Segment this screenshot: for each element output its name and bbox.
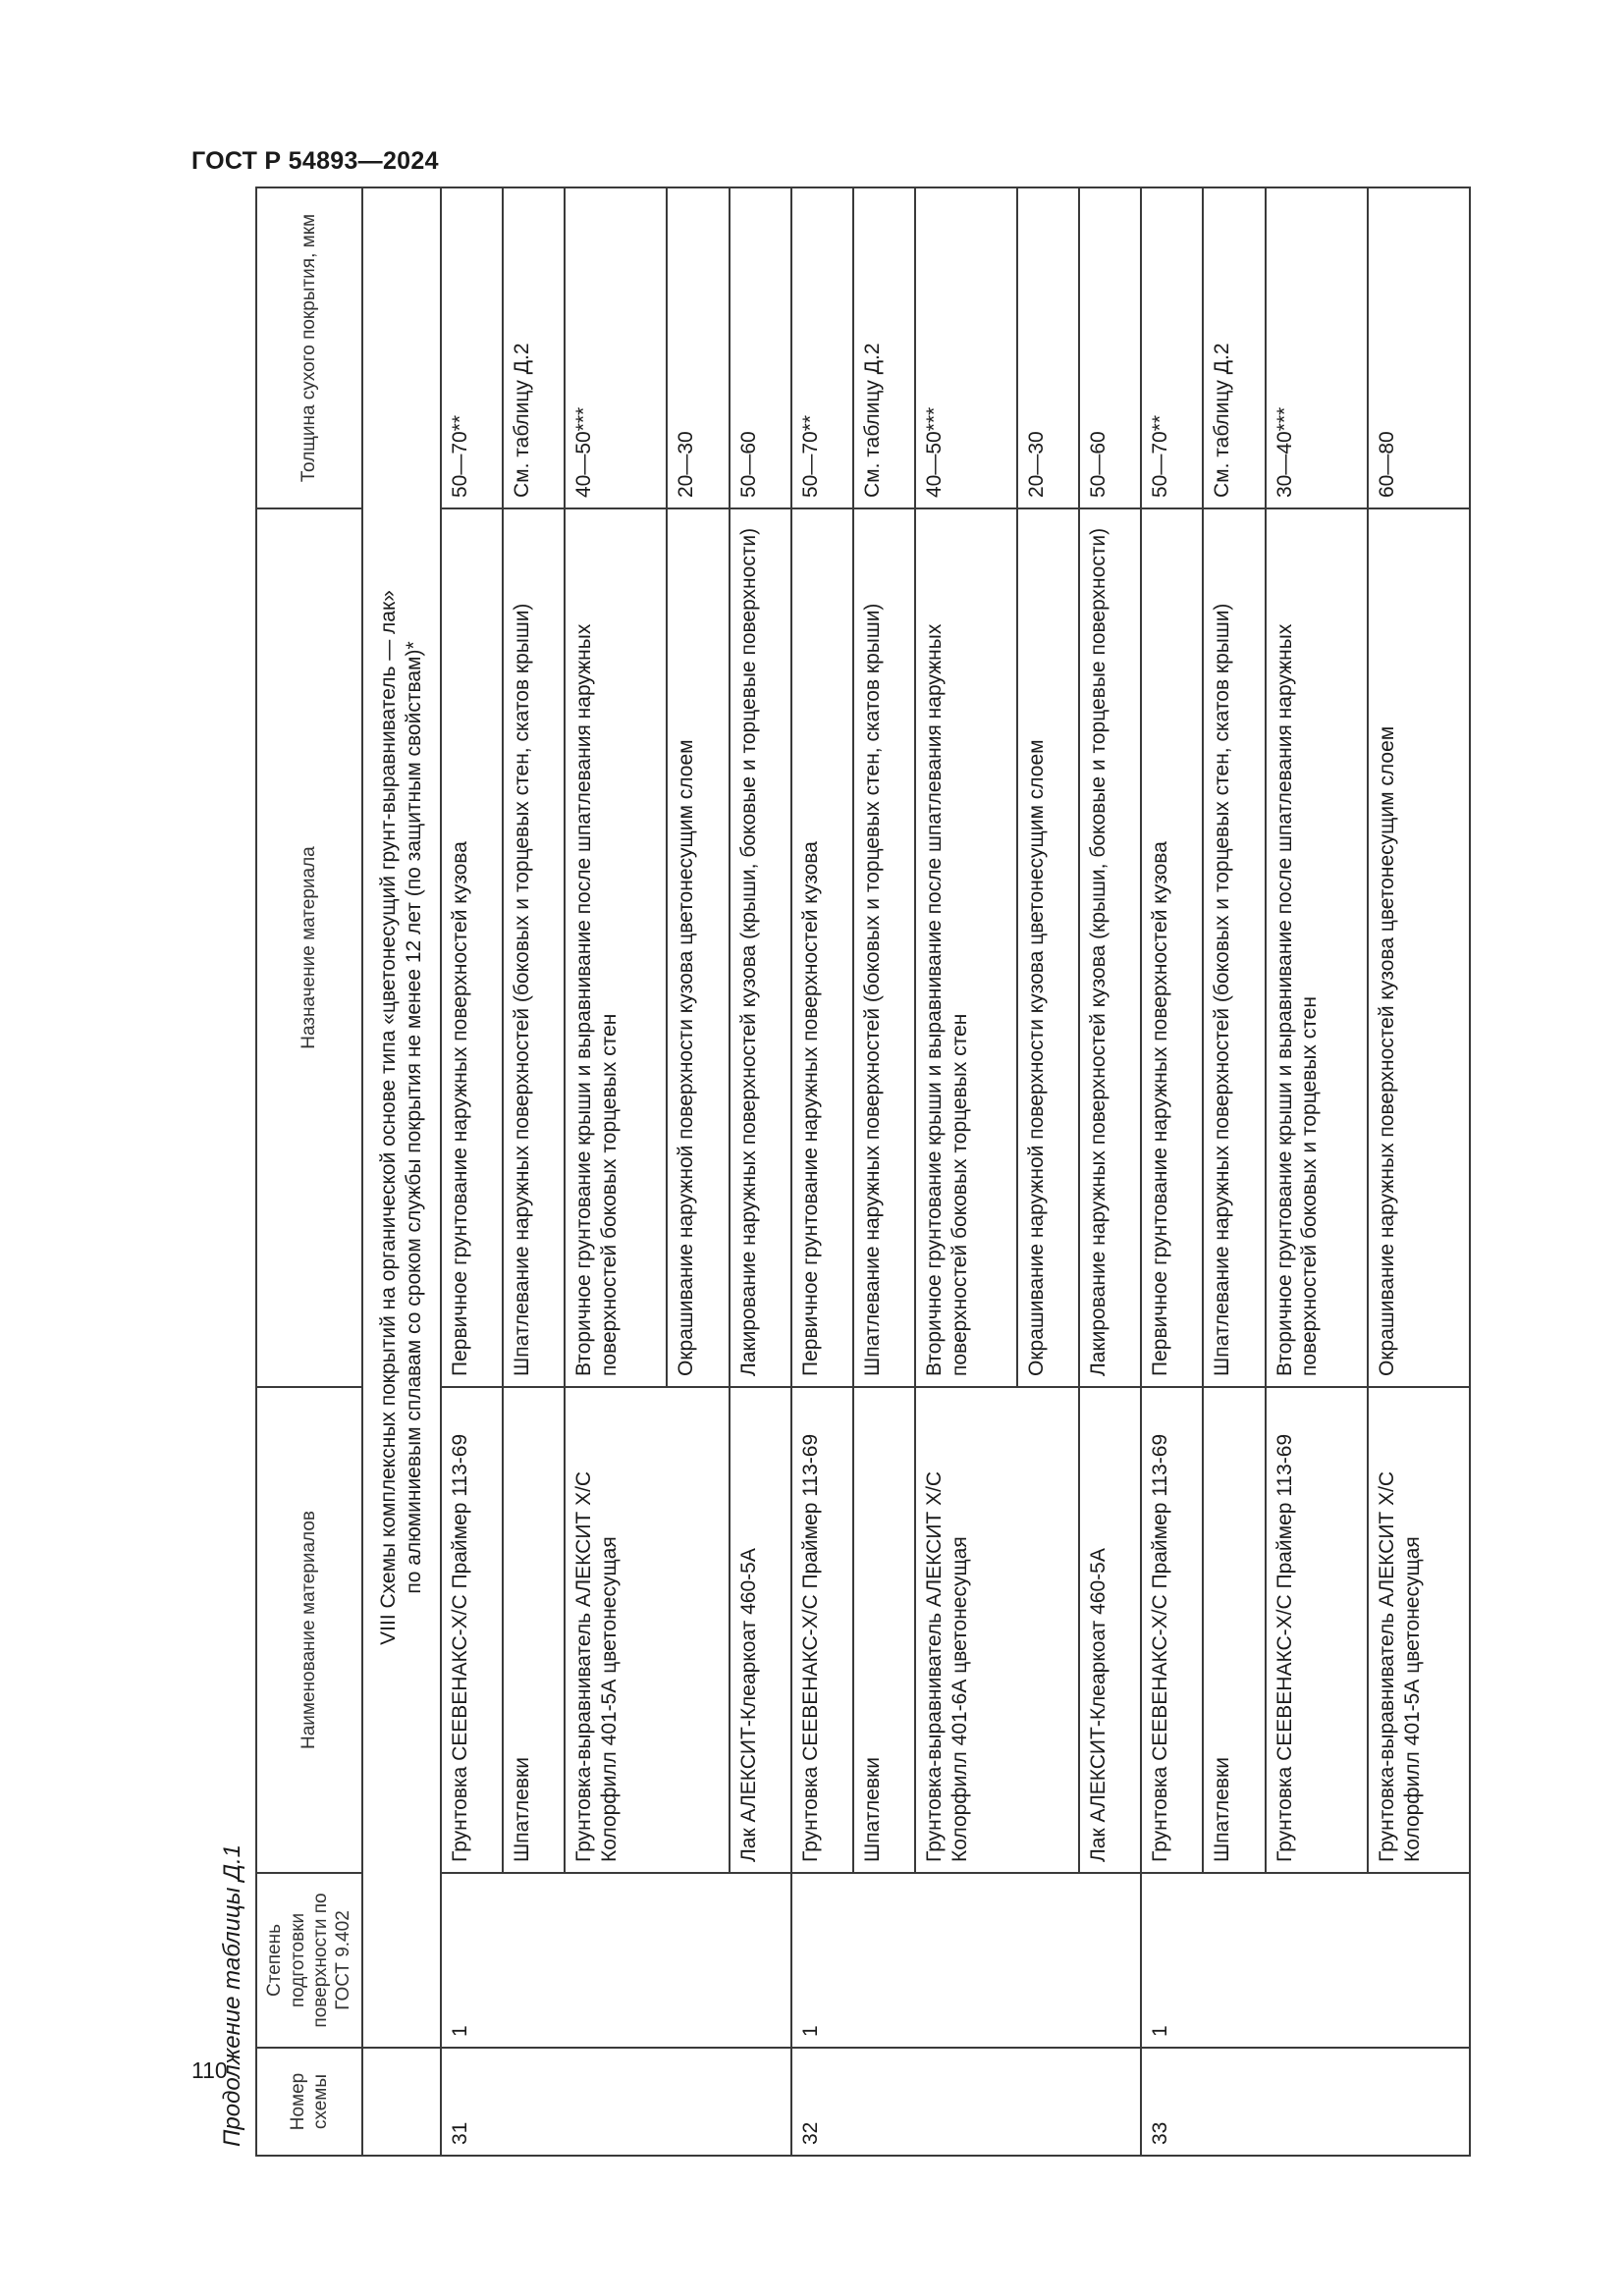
table-row xyxy=(730,187,791,2156)
thickness-cell: 20—30 xyxy=(1017,187,1079,508)
table-row xyxy=(1141,187,1203,2156)
material-purpose-cell: Лакирование наружных поверхностей кузова (крыши, боковые и торцевые поверхности) xyxy=(1079,508,1141,1387)
material-name-cell: Грунтовка СЕЕВЕНАКС-Х/С Праймер 113-69 xyxy=(1266,1387,1368,1873)
scheme-number-cell: 32 xyxy=(791,2048,1142,2156)
thickness-cell: 40—50*** xyxy=(915,187,1017,508)
thickness-cell: 40—50*** xyxy=(565,187,667,508)
table-body xyxy=(362,187,1470,2156)
table-row xyxy=(791,187,853,2156)
material-name-cell: Грунтовка СЕЕВЕНАКС-Х/С Праймер 113-69 xyxy=(791,1387,853,1873)
material-purpose-cell: Шпатлевание наружных поверхностей (боковых и торцевых стен, скатов крыши) xyxy=(503,508,565,1387)
thickness-cell: 50—60 xyxy=(730,187,791,508)
thickness-cell: См. таблицу Д.2 xyxy=(1203,187,1265,508)
scheme-number-cell: 33 xyxy=(1141,2048,1470,2156)
table-row xyxy=(1203,187,1265,2156)
table-row xyxy=(503,187,565,2156)
material-name-cell: Грунтовка-выравниватель АЛЕКСИТ Х/С Колорфилл 401-6А цветонесущая xyxy=(915,1387,1079,1873)
section-title xyxy=(362,187,441,2048)
thickness-cell: 60—80 xyxy=(1368,187,1470,508)
material-name-cell: Шпатлевки xyxy=(853,1387,915,1873)
page-number: 110 xyxy=(191,2057,228,2083)
table-caption: Продолжение таблицы Д.1 xyxy=(219,1843,245,2147)
material-name-cell: Грунтовка-выравниватель АЛЕКСИТ Х/С Колорфилл 401-5А цветонесущая xyxy=(565,1387,729,1873)
material-purpose-cell: Шпатлевание наружных поверхностей (боковых и торцевых стен, скатов крыши) xyxy=(853,508,915,1387)
material-purpose-cell: Вторичное грунтование крыши и выравнивание после шпатлевания наружных поверхностей боковых и торцевых стен xyxy=(1266,508,1368,1387)
thickness-cell: 20—30 xyxy=(667,187,729,508)
material-purpose-cell: Окрашивание наружной поверхности кузова цветонесущим слоем xyxy=(1017,508,1079,1387)
material-purpose-cell: Шпатлевание наружных поверхностей (боковых и торцевых стен, скатов крыши) xyxy=(1203,508,1265,1387)
table-row xyxy=(441,187,503,2156)
material-name-cell: Грунтовка СЕЕВЕНАКС-Х/С Праймер 113-69 xyxy=(1141,1387,1203,1873)
material-name-cell: Лак АЛЕКСИТ-Клеаркоат 460-5А xyxy=(730,1387,791,1873)
thickness-cell: 30—40*** xyxy=(1266,187,1368,508)
material-purpose-cell: Первичное грунтование наружных поверхностей кузова xyxy=(441,508,503,1387)
material-purpose-cell: Вторичное грунтование крыши и выравнивание после шпатлевания наружных поверхностей боковых торцевых стен xyxy=(915,508,1017,1387)
thickness-cell: См. таблицу Д.2 xyxy=(853,187,915,508)
thickness-cell: 50—70** xyxy=(791,187,853,508)
surface-prep-cell: 1 xyxy=(791,1873,1142,2048)
thickness-cell: 50—60 xyxy=(1079,187,1141,508)
material-name-cell: Шпатлевки xyxy=(503,1387,565,1873)
thickness-cell: См. таблицу Д.2 xyxy=(503,187,565,508)
table-row xyxy=(565,187,667,2156)
scheme-number-cell: 31 xyxy=(441,2048,791,2156)
material-purpose-cell: Лакирование наружных поверхностей кузова (крыши, боковые и торцевые поверхности) xyxy=(730,508,791,1387)
col-header-surface-prep: Степень подготовки поверхности по ГОСТ 9.402 xyxy=(256,1873,362,2048)
table-row xyxy=(1266,187,1368,2156)
table-row xyxy=(1368,187,1470,2156)
material-purpose-cell: Первичное грунтование наружных поверхностей кузова xyxy=(791,508,853,1387)
material-purpose-cell: Вторичное грунтование крыши и выравнивание после шпатлевания наружных поверхностей боковых торцевых стен xyxy=(565,508,667,1387)
col-header-material-purpose: Назначение материала xyxy=(256,508,362,1387)
material-purpose-cell: Окрашивание наружных поверхностей кузова цветонесущим слоем xyxy=(1368,508,1470,1387)
table-row xyxy=(1079,187,1141,2156)
section-title-line-2: по алюминиевым сплавам со сроком службы покрытия не менее 12 лет (по защитным свойствам)* xyxy=(403,641,425,1594)
rotated-table-block xyxy=(219,188,1471,2157)
col-header-scheme-number: Номер схемы xyxy=(256,2048,362,2156)
material-name-cell: Грунтовка-выравниватель АЛЕКСИТ Х/С Колорфилл 401-5А цветонесущая xyxy=(1368,1387,1470,1873)
thickness-cell: 50—70** xyxy=(1141,187,1203,508)
table-row xyxy=(915,187,1017,2156)
section-title-line-1: VIII Схемы комплексных покрытий на органической основе типа «цветонесущий грунт-выравниватель — лак» xyxy=(377,590,401,1645)
thickness-cell: 50—70** xyxy=(441,187,503,508)
table-row xyxy=(853,187,915,2156)
schemes-table xyxy=(255,187,1471,2157)
material-purpose-cell: Первичное грунтование наружных поверхностей кузова xyxy=(1141,508,1203,1387)
material-name-cell: Лак АЛЕКСИТ-Клеаркоат 460-5А xyxy=(1079,1387,1141,1873)
material-name-cell: Грунтовка СЕЕВЕНАКС-Х/С Праймер 113-69 xyxy=(441,1387,503,1873)
material-name-cell: Шпатлевки xyxy=(1203,1387,1265,1873)
table-header-row xyxy=(256,187,362,2156)
document-header: ГОСТ Р 54893—2024 xyxy=(191,147,439,175)
surface-prep-cell: 1 xyxy=(441,1873,791,2048)
material-purpose-cell: Окрашивание наружной поверхности кузова цветонесущим слоем xyxy=(667,508,729,1387)
col-header-material-name: Наименование материалов xyxy=(256,1387,362,1873)
surface-prep-cell: 1 xyxy=(1141,1873,1470,2048)
section-row xyxy=(362,187,441,2156)
col-header-thickness: Толщина сухого покрытия, мкм xyxy=(256,187,362,508)
